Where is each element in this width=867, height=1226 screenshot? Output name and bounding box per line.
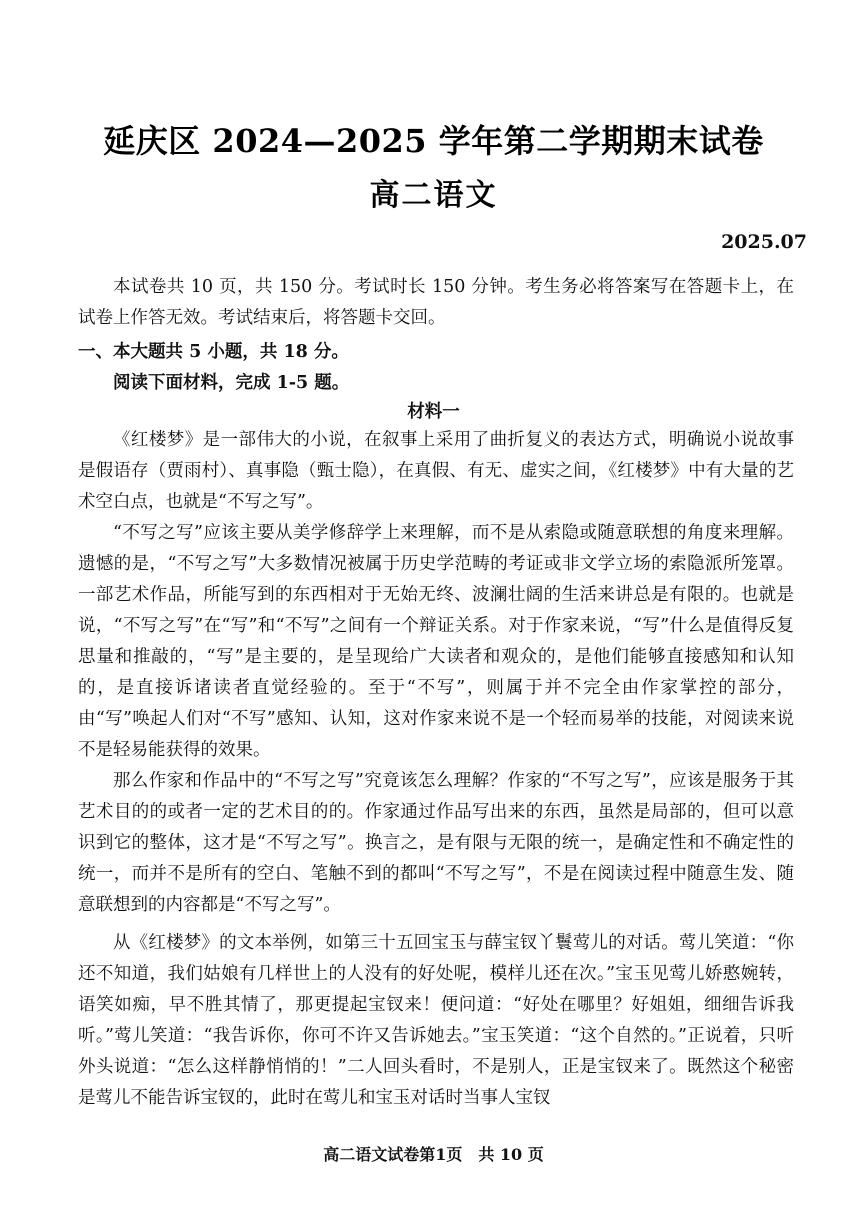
- material-paragraph-2: “不写之写”应该主要从美学修辞学上来理解，而不是从索隐或随意联想的角度来理解。遗憾的是，“不写之写”大多数情况被属于历史学范畴的考证或非文学立场的索隐派所笼罩。一部艺术作品，所能写到的东西相对于无始无终、波澜壮阔的生活来讲总是有限的。也就是说，“不写之写”在“写”和“不写”之间有一个辩证关系。对于作家来说，“写”什么是值得反复思量和推敲的，“写”是主要的，是呈现给广大读者和观众的，是他们能够直接感知和认知的，是直接诉诸读者直觉经验的。至于“不写”，则属于并不完全由作家掌控的部分，由“写”唤起人们对“不写”感知、认知，这对作家来说不是一个轻而易举的技能，对阅读来说不是轻易能获得的效果。: [78, 523, 794, 760]
- subject-title: 高二语文: [369, 178, 498, 213]
- material-paragraph-4: 从《红楼梦》的文本举例，如第三十五回宝玉与薛宝钗丫鬟莺儿的对话。莺儿笑道：“你还不知道，我们姑娘有几样世上的人没有的好处呢，模样儿还在次。”宝玉见莺儿娇憨婉转，语笑如痴，早不胜其情了，那更提起宝钗来！便问道：“好处在哪里？好姐姐，细细告诉我听。”莺儿笑道：“我告诉你，你可不许又告诉她去。”宝玉笑道：“这个自然的。”正说着，只听外头说道：“怎么这样静悄悄的！”二人回头看时，不是别人，正是宝钗来了。既然这个秘密是莺儿不能告诉宝钗的，此时在莺儿和宝玉对话时当事人宝钗: [78, 933, 794, 1108]
- material-paragraph-1: 《红楼梦》是一部伟大的小说，在叙事上采用了曲折复义的表达方式，明确说小说故事是假语存（贾雨村）、真事隐（甄士隐），在真假、有无、虚实之间，《红楼梦》中有大量的艺术空白点，也就是“不写之写”。: [78, 430, 794, 512]
- exam-date: 2025.07: [721, 231, 807, 253]
- exam-instructions: 本试卷共 10 页，共 150 分。考试时长 150 分钟。考生务必将答案写在答题卡上，在试卷上作答无效。考试结束后，将答题卡交回。: [78, 277, 794, 328]
- material-title: 材料一: [407, 402, 460, 422]
- section-heading: 一、本大题共 5 小题，共 18 分。: [78, 342, 349, 362]
- exam-title: 延庆区 2024—2025 学年第二学期期末试卷: [103, 122, 764, 160]
- reading-instruction: 阅读下面材料，完成 1-5 题。: [113, 373, 350, 393]
- page-footer: 高二语文试卷第1页 共 10 页: [323, 1145, 544, 1164]
- material-paragraph-3: 那么作家和作品中的“不写之写”究竟该怎么理解？作家的“不写之写”，应该是服务于其艺术目的的或者一定的艺术目的的。作家通过作品写出来的东西，虽然是局部的，但可以意识到它的整体，这才是“不写之写”。换言之，是有限与无限的统一，是确定性和不确定性的统一，而并不是所有的空白、笔触不到的都叫“不写之写”，不是在阅读过程中随意生发、随意联想到的内容都是“不写之写”。: [78, 771, 794, 915]
